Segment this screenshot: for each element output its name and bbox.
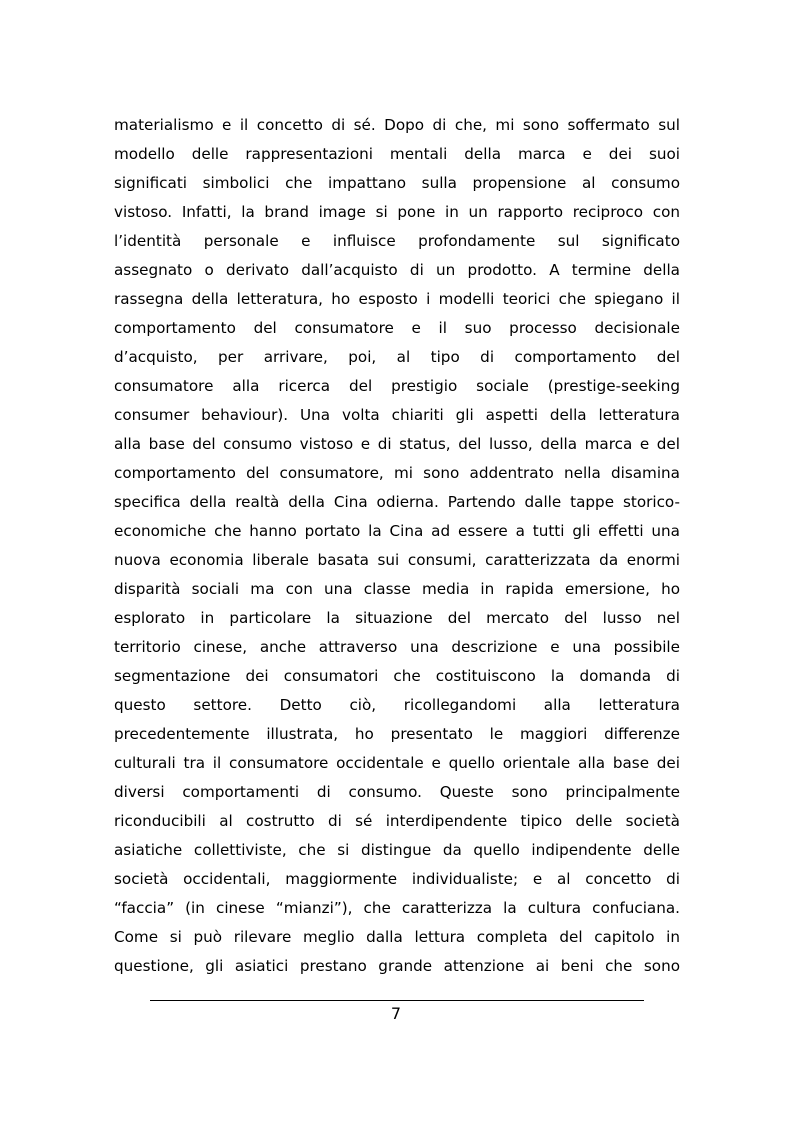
- text-line: segmentazione dei consumatori che costituiscono la domanda di: [114, 667, 680, 685]
- text-line: significati simbolici che impattano sulla propensione al consumo: [114, 174, 680, 192]
- page-number: 7: [390, 1004, 402, 1023]
- text-line: rassegna della letteratura, ho esposto i modelli teorici che spiegano il: [114, 290, 680, 308]
- footer-divider: [150, 1000, 644, 1001]
- text-line: vistoso. Infatti, la brand image si pone in un rapporto reciproco con: [114, 203, 680, 221]
- text-line: comportamento del consumatore, mi sono addentrato nella disamina: [114, 464, 680, 482]
- text-line: comportamento del consumatore e il suo processo decisionale: [114, 319, 680, 337]
- body-paragraph: [114, 111, 680, 981]
- text-line: questo settore. Detto ciò, ricollegandomi alla letteratura: [114, 696, 680, 714]
- text-line: materialismo e il concetto di sé. Dopo di che, mi sono soffermato sul: [114, 116, 680, 134]
- text-line: diversi comportamenti di consumo. Queste sono principalmente: [114, 783, 680, 801]
- text-line: nuova economia liberale basata sui consumi, caratterizzata da enormi: [114, 551, 680, 569]
- text-line: riconducibili al costrutto di sé interdipendente tipico delle società: [114, 812, 680, 830]
- text-line: “faccia” (in cinese “mianzi”), che caratterizza la cultura confuciana.: [114, 899, 680, 917]
- text-line: specifica della realtà della Cina odierna. Partendo dalle tappe storico-: [114, 493, 680, 511]
- text-line: Come si può rilevare meglio dalla lettura completa del capitolo in: [114, 928, 680, 946]
- text-line: consumatore alla ricerca del prestigio sociale (prestige-seeking: [114, 377, 680, 395]
- text-line: economiche che hanno portato la Cina ad essere a tutti gli effetti una: [114, 522, 680, 540]
- text-line: disparità sociali ma con una classe media in rapida emersione, ho: [114, 580, 680, 598]
- text-line: questione, gli asiatici prestano grande attenzione ai beni che sono: [114, 957, 680, 975]
- text-line: l’identità personale e influisce profondamente sul significato: [114, 232, 680, 250]
- text-line: culturali tra il consumatore occidentale e quello orientale alla base dei: [114, 754, 680, 772]
- text-line: d’acquisto, per arrivare, poi, al tipo di comportamento del: [114, 348, 680, 366]
- text-line: modello delle rappresentazioni mentali della marca e dei suoi: [114, 145, 680, 163]
- text-line: alla base del consumo vistoso e di status, del lusso, della marca e del: [114, 435, 680, 453]
- text-line: precedentemente illustrata, ho presentato le maggiori differenze: [114, 725, 680, 743]
- text-line: consumer behaviour). Una volta chiariti gli aspetti della letteratura: [114, 406, 680, 424]
- text-line: territorio cinese, anche attraverso una descrizione e una possibile: [114, 638, 680, 656]
- text-line: asiatiche collettiviste, che si distingue da quello indipendente delle: [114, 841, 680, 859]
- text-line: assegnato o derivato dall’acquisto di un prodotto. A termine della: [114, 261, 680, 279]
- text-line: società occidentali, maggiormente individualiste; e al concetto di: [114, 870, 680, 888]
- text-line: esplorato in particolare la situazione del mercato del lusso nel: [114, 609, 680, 627]
